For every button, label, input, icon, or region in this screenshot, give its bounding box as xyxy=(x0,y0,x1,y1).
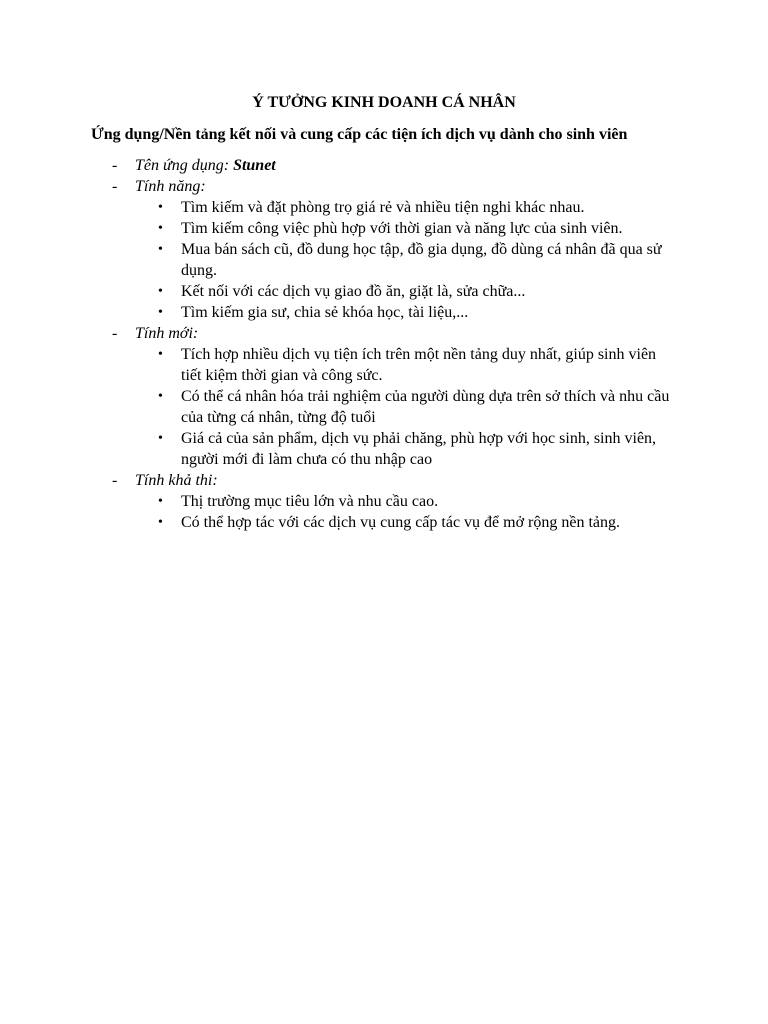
list-item xyxy=(0,302,672,323)
document-subtitle: Ứng dụng/Nền tảng kết nối và cung cấp các tiện ích dịch vụ dành cho sinh viên xyxy=(91,126,628,143)
novelty-heading-line xyxy=(0,323,768,344)
feature-text: Tìm kiếm gia sư, chia sẻ khóa học, tài liệu,... xyxy=(181,304,469,321)
feasibility-section xyxy=(0,470,768,533)
dash-marker: - xyxy=(112,472,118,489)
bullet-marker: • xyxy=(158,221,163,236)
dash-marker: - xyxy=(112,157,118,174)
novelty-section xyxy=(0,323,768,470)
list-item xyxy=(0,428,672,470)
bullet-marker: • xyxy=(158,515,163,530)
list-item xyxy=(0,218,672,239)
list-item xyxy=(0,512,672,533)
list-item xyxy=(0,239,672,281)
feasibility-heading: Tính khả thi: xyxy=(135,472,218,489)
novelty-heading: Tính mới: xyxy=(135,325,199,342)
feature-text: Mua bán sách cũ, đồ dung học tập, đồ gia dụng, đồ dùng cá nhân đã qua sử dụng. xyxy=(181,241,662,279)
bullet-marker: • xyxy=(158,200,163,215)
bullet-marker: • xyxy=(158,242,163,257)
feature-text: Tìm kiếm công việc phù hợp với thời gian và năng lực của sinh viên. xyxy=(181,220,623,237)
document-title: Ý TƯỞNG KINH DOANH CÁ NHÂN xyxy=(252,94,516,111)
list-item xyxy=(0,491,672,512)
bullet-marker: • xyxy=(158,389,163,404)
features-heading-line xyxy=(0,176,768,197)
novelty-text: Giá cả của sản phẩm, dịch vụ phải chăng, phù hợp với học sinh, sinh viên, người mới đi làm chưa có thu nhập cao xyxy=(181,430,657,468)
app-name-line xyxy=(0,155,768,176)
features-heading: Tính năng: xyxy=(135,178,206,195)
feature-text: Tìm kiếm và đặt phòng trọ giá rẻ và nhiều tiện nghi khác nhau. xyxy=(181,199,585,216)
dash-marker: - xyxy=(112,178,118,195)
bullet-marker: • xyxy=(158,431,163,446)
app-name-value: Stunet xyxy=(233,157,276,174)
novelty-text: Có thể cá nhân hóa trải nghiệm của người dùng dựa trên sở thích và nhu cầu của từng cá nhân, từng độ tuổi xyxy=(181,388,670,426)
list-item xyxy=(0,344,672,386)
feasibility-text: Có thể hợp tác với các dịch vụ cung cấp tác vụ để mở rộng nền tảng. xyxy=(181,514,621,531)
feature-text: Kết nối với các dịch vụ giao đồ ăn, giặt là, sửa chữa... xyxy=(181,283,526,300)
app-name-label xyxy=(135,155,276,176)
bullet-marker: • xyxy=(158,305,163,320)
dash-marker: - xyxy=(112,325,118,342)
bullet-marker: • xyxy=(158,347,163,362)
app-name-label-text: Tên ứng dụng: xyxy=(135,157,234,174)
novelty-text: Tích hợp nhiều dịch vụ tiện ích trên một nền tảng duy nhất, giúp sinh viên tiết kiệm thời gian và công sức. xyxy=(181,346,657,384)
document-body xyxy=(0,155,768,533)
list-item xyxy=(0,197,672,218)
bullet-marker: • xyxy=(158,494,163,509)
feasibility-heading-line xyxy=(0,470,768,491)
list-item xyxy=(0,386,672,428)
feasibility-text: Thị trường mục tiêu lớn và nhu cầu cao. xyxy=(181,493,439,510)
list-item xyxy=(0,281,672,302)
features-section xyxy=(0,176,768,323)
bullet-marker: • xyxy=(158,284,163,299)
